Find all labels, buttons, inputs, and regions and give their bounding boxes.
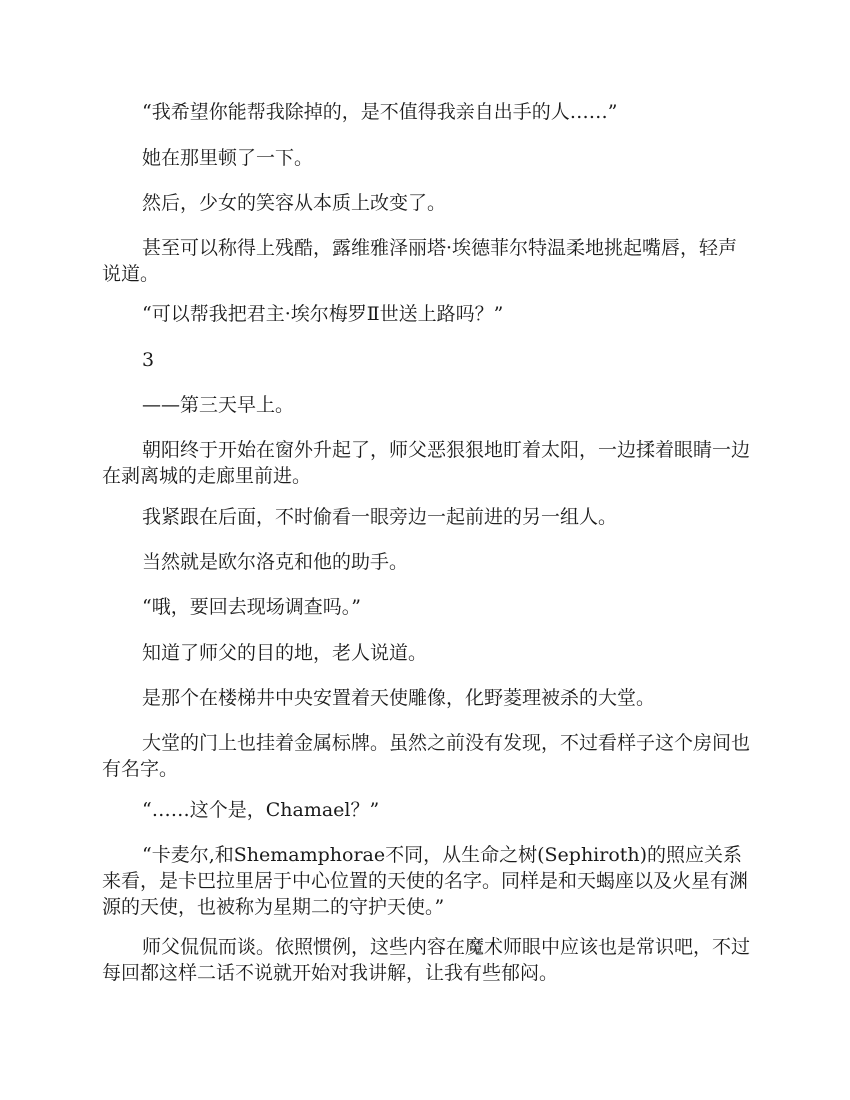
paragraph-16: 师父侃侃而谈。依照惯例，这些内容在魔术师眼中应该也是常识吧，不过每回都这样二话不说就开始对我讲解，让我有些郁闷。 — [102, 936, 751, 984]
paragraph-8: 我紧跟在后面，不时偷看一眼旁边一起前进的另一组人。 — [142, 506, 618, 528]
paragraph-4: 甚至可以称得上残酷，露维雅泽丽塔·埃德菲尔特温柔地挑起嘴唇，轻声说道。 — [102, 237, 738, 285]
paragraph-1: “我希望你能帮我除掉的，是不值得我亲自出手的人……” — [142, 101, 618, 123]
paragraph-14: “……这个是，Chamael？” — [142, 799, 380, 821]
paragraph-9: 当然就是欧尔洛克和他的助手。 — [142, 551, 409, 573]
paragraph-15: “卡麦尔,和Shemamphorae不同，从生命之树(Sephiroth)的照应关系来看，是卡巴拉里居于中心位置的天使的名字。同样是和天蝎座以及火星有渊源的天使，也被称为星期二的守护天使。” — [102, 844, 749, 918]
paragraph-5: “可以帮我把君主·埃尔梅罗Ⅱ世送上路吗？” — [142, 303, 504, 325]
paragraph-13: 大堂的门上也挂着金属标牌。虽然之前没有发现，不过看样子这个房间也有名字。 — [102, 732, 751, 780]
section-number: 3 — [142, 349, 155, 371]
paragraph-10: “哦，要回去现场调查吗。” — [142, 596, 361, 618]
paragraph-2: 她在那里顿了一下。 — [142, 147, 314, 169]
paragraph-11: 知道了师父的目的地，老人说道。 — [142, 642, 428, 664]
paragraph-6: ——第三天早上。 — [142, 394, 295, 416]
paragraph-7: 朝阳终于开始在窗外升起了，师父恶狠狠地盯着太阳，一边揉着眼睛一边在剥离城的走廊里前进。 — [102, 439, 751, 487]
paragraph-12: 是那个在楼梯井中央安置着天使雕像，化野菱理被杀的大堂。 — [142, 687, 656, 709]
paragraph-3: 然后，少女的笑容从本质上改变了。 — [142, 192, 447, 214]
